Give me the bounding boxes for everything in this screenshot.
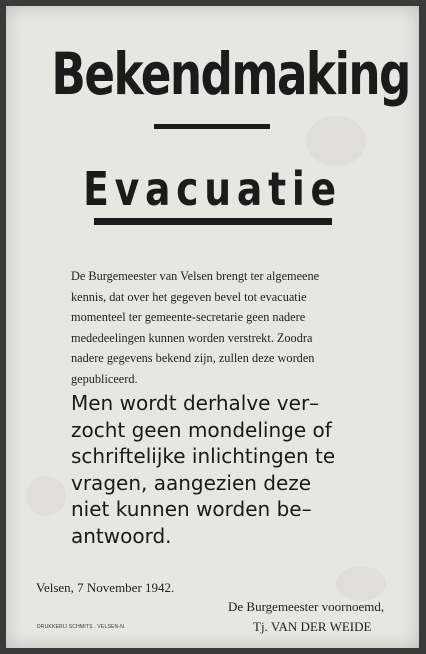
title-underline <box>154 124 270 129</box>
signature-role: De Burgemeester voornoemd, <box>228 599 385 614</box>
poster <box>6 6 419 648</box>
emphasis-line: zocht geen mondelinge of <box>71 417 332 442</box>
poster-title: Bekendmaking <box>51 40 410 108</box>
emphasis-line: vragen, aangezien deze <box>71 470 312 495</box>
printer-credit: DRUKKERIJ SCHMITS . VELSEN-N. <box>37 624 126 630</box>
body-line: kennis, dat over het gegeven bevel tot evacuatie <box>71 289 307 304</box>
emphasis-line: antwoord. <box>71 523 172 548</box>
paper-stain <box>306 116 366 166</box>
poster-subtitle: Evacuatie <box>83 162 342 216</box>
date-line: Velsen, 7 November 1942. <box>36 580 175 595</box>
body-paragraph <box>71 266 357 389</box>
emphasis-paragraph <box>71 390 371 549</box>
emphasis-line: niet kunnen worden be– <box>71 497 312 521</box>
body-line: momenteel ter gemeente-secretarie geen nadere <box>71 310 306 324</box>
emphasis-line: schriftelijke inlichtingen te <box>71 444 336 468</box>
paper-stain <box>336 566 386 601</box>
paper-stain <box>26 476 66 516</box>
body-line: gepubliceerd. <box>71 371 138 386</box>
body-line: mededeelingen kunnen worden verstrekt. Zoodra <box>71 330 313 345</box>
body-line: nadere gegevens bekend zijn, zullen deze worden <box>71 351 315 365</box>
body-line: De Burgemeester van Velsen brengt ter algemeene <box>71 269 320 283</box>
subtitle-underline <box>94 218 332 225</box>
emphasis-line: Men wordt derhalve ver– <box>71 391 320 415</box>
signature-name: Tj. VAN DER WEIDE <box>253 619 372 634</box>
